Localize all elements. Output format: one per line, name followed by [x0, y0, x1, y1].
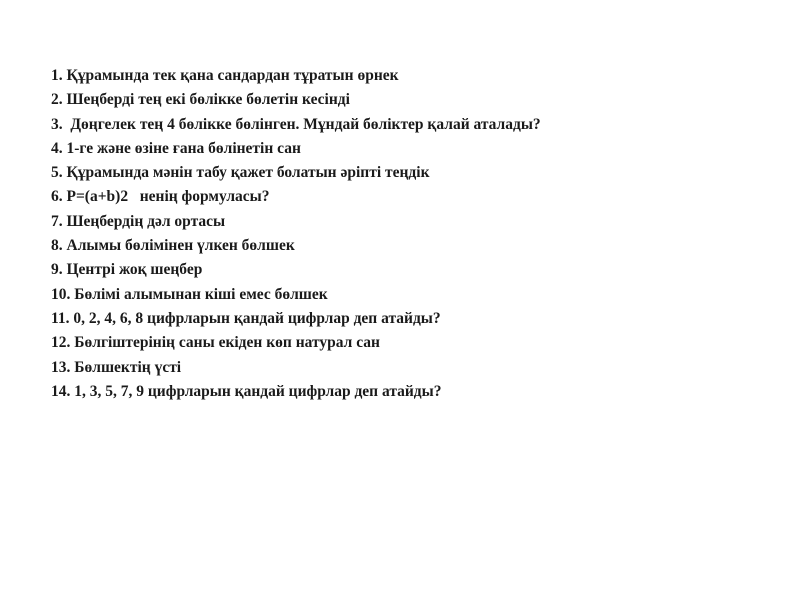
- question-item-3: 3. Дөңгелек тең 4 бөлікке бөлінген. Мұндай бөліктер қалай аталады?: [51, 115, 541, 133]
- question-item-10: 10. Бөлімі алымынан кіші емес бөлшек: [51, 285, 328, 303]
- question-item-8: 8. Алымы бөлімінен үлкен бөлшек: [51, 237, 295, 255]
- question-item-11: 11. 0, 2, 4, 6, 8 цифрларын қандай цифрлар деп атайды?: [51, 309, 441, 327]
- question-item-9: 9. Центрі жоқ шеңбер: [51, 261, 203, 279]
- question-item-12: 12. Бөлгіштерінің саны екіден көп натурал сан: [51, 334, 380, 352]
- question-item-6: 6. P=(a+b)2 ненің формуласы?: [51, 188, 270, 206]
- question-item-7: 7. Шеңбердің дәл ортасы: [51, 212, 226, 230]
- question-item-13: 13. Бөлшектің үсті: [51, 358, 182, 376]
- question-item-4: 4. 1-ге және өзіне ғана бөлінетін сан: [51, 139, 301, 157]
- question-item-14: 14. 1, 3, 5, 7, 9 цифрларын қандай цифрлар деп атайды?: [51, 382, 442, 400]
- question-item-1: 1. Құрамында тек қана сандардан тұратын өрнек: [51, 67, 399, 84]
- question-item-2: 2. Шеңберді тең екі бөлікке бөлетін кесінді: [51, 91, 350, 109]
- question-list: [51, 64, 541, 404]
- question-item-5: 5. Құрамында мәнін табу қажет болатын әріпті теңдік: [51, 164, 430, 182]
